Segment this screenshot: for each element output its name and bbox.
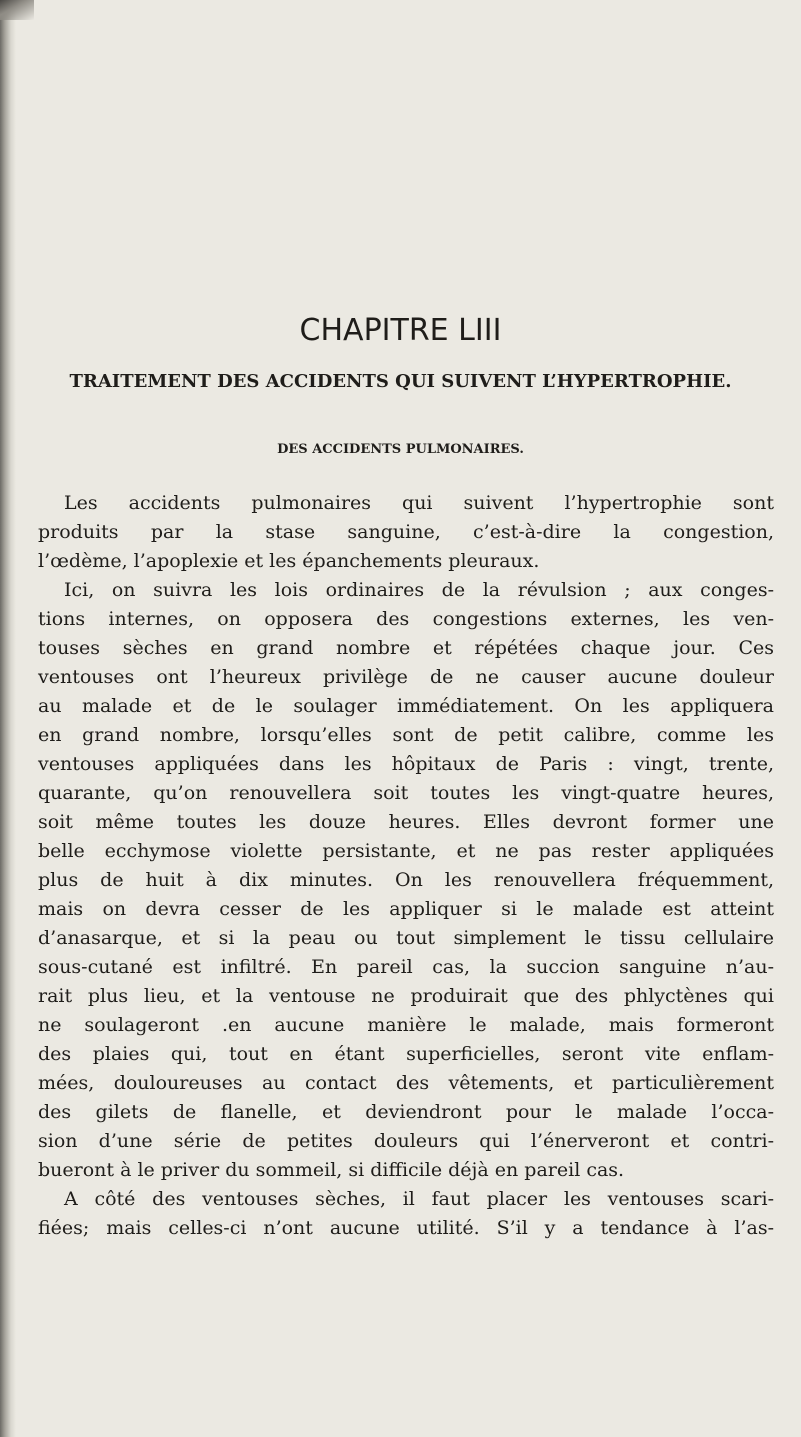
text-line: d’anasarque, et si la peau ou tout simplement le tissu cellulaire: [38, 927, 774, 949]
text-line: en grand nombre, lorsqu’elles sont de petit calibre, comme les: [38, 724, 774, 746]
text-line: A côté des ventouses sèches, il faut placer les ventouses scari-: [64, 1188, 774, 1210]
text-line: bueront à le priver du sommeil, si difficile déjà en pareil cas.: [38, 1159, 625, 1181]
text-line: mées, douloureuses au contact des vêtements, et particulièrement: [38, 1072, 774, 1094]
text-line: Ici, on suivra les lois ordinaires de la révulsion ; aux conges-: [64, 579, 774, 601]
text-line: fiées; mais celles-ci n’ont aucune utilité. S’il y a tendance à l’as-: [38, 1217, 774, 1239]
text-line: des gilets de flanelle, et deviendront pour le malade l’occa-: [38, 1101, 774, 1123]
text-line: ventouses appliquées dans les hôpitaux de Paris : vingt, trente,: [38, 753, 774, 775]
text-line: Les accidents pulmonaires qui suivent l’hypertrophie sont: [64, 492, 774, 514]
text-line: ne soulageront .en aucune manière le malade, mais formeront: [38, 1014, 774, 1036]
body-text: [38, 489, 774, 1243]
text-line: rait plus lieu, et la ventouse ne produirait que des phlyctènes qui: [38, 985, 774, 1007]
section-title: TRAITEMENT DES ACCIDENTS QUI SUIVENT L’HYPERTROPHIE.: [69, 371, 732, 392]
text-line: belle ecchymose violette persistante, et ne pas rester appliquées: [38, 840, 774, 862]
text-line: mais on devra cesser de les appliquer si le malade est atteint: [38, 898, 774, 920]
text-line: quarante, qu’on renouvellera soit toutes les vingt-quatre heures,: [38, 782, 774, 804]
text-line: plus de huit à dix minutes. On les renouvellera fréquemment,: [38, 869, 774, 891]
text-line: l’œdème, l’apoplexie et les épanchements pleuraux.: [38, 550, 540, 572]
text-line: des plaies qui, tout en étant superficielles, seront vite enflam-: [38, 1043, 774, 1065]
text-line: soit même toutes les douze heures. Elles devront former une: [38, 811, 774, 833]
text-line: sion d’une série de petites douleurs qui l’énerveront et contri-: [38, 1130, 774, 1152]
text-line: touses sèches en grand nombre et répétées chaque jour. Ces: [38, 637, 774, 659]
text-line: tions internes, on opposera des congestions externes, les ven-: [38, 608, 774, 630]
chapter-title: CHAPITRE LIII: [299, 313, 502, 348]
text-line: produits par la stase sanguine, c’est-à-dire la congestion,: [38, 521, 774, 543]
text-line: ventouses ont l’heureux privilège de ne causer aucune douleur: [38, 666, 774, 688]
subsection-title: DES ACCIDENTS PULMONAIRES.: [277, 442, 524, 457]
text-line: au malade et de le soulager immédiatement. On les appliquera: [38, 695, 774, 717]
text-line: sous-cutané est infiltré. En pareil cas, la succion sanguine n’au-: [38, 956, 774, 978]
